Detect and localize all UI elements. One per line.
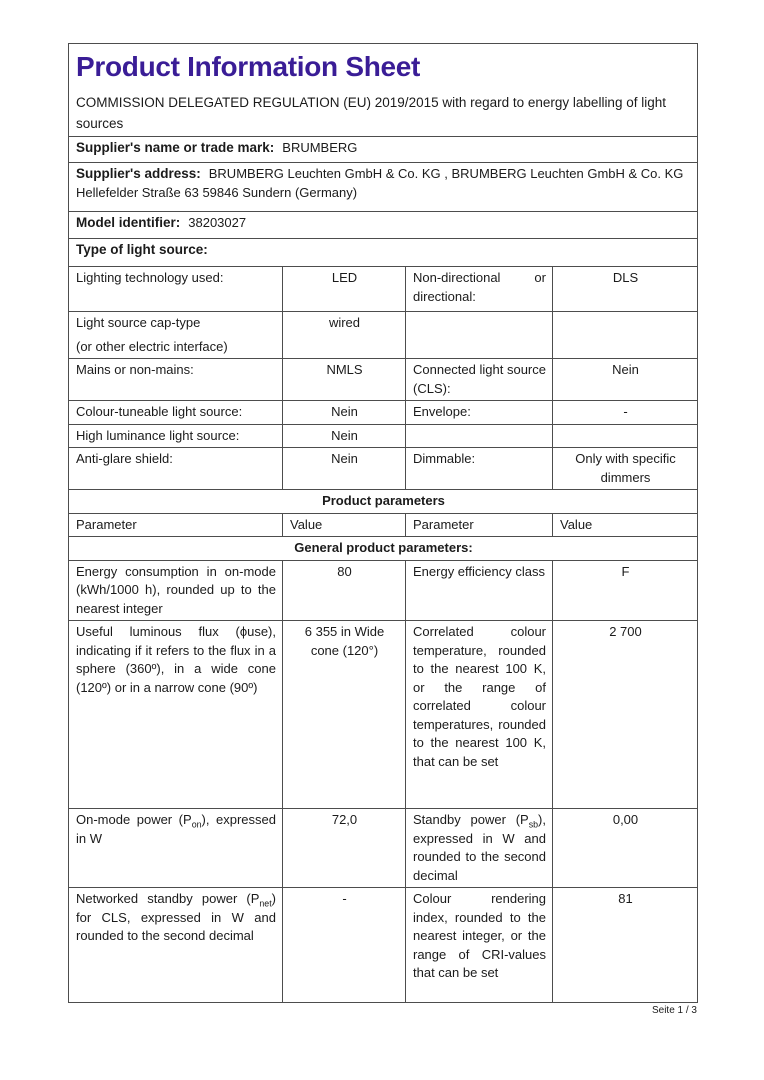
product-parameters-header: Product parameters: [69, 490, 698, 514]
energy-class-label: Energy efficiency class: [406, 560, 553, 621]
empty-cell: [553, 312, 698, 359]
anti-glare-value: Nein: [283, 448, 406, 490]
supplier-address-value: BRUMBERG Leuchten GmbH & Co. KG , BRUMBERG Leuchten GmbH & Co. KG Hellefelder Straße 63 59846 Sundern (Germany): [76, 166, 684, 200]
mains-value: NMLS: [283, 359, 406, 401]
general-product-parameters-header: General product parameters:: [69, 537, 698, 561]
column-header-parameter-2: Parameter: [406, 513, 553, 537]
column-header-value-2: Value: [553, 513, 698, 537]
supplier-address-label: Supplier's address:: [76, 166, 201, 181]
product-info-table: [68, 43, 698, 1003]
net-subscript: net: [259, 898, 272, 909]
supplier-address-row: [69, 163, 698, 212]
page-title: Product Information Sheet: [76, 51, 421, 82]
networked-standby-value: -: [283, 888, 406, 1003]
cct-value: 2 700: [553, 621, 698, 809]
title-block: [69, 44, 698, 137]
dimmable-label: Dimmable:: [406, 448, 553, 490]
supplier-name-row: [69, 137, 698, 163]
cap-type-label-line2: (or other electric interface): [76, 338, 228, 354]
anti-glare-label: Anti-glare shield:: [69, 448, 283, 490]
high-luminance-value: Nein: [283, 424, 406, 448]
page-number: Seite 1 / 3: [651, 1005, 697, 1016]
energy-class-value: F: [553, 560, 698, 621]
cri-label: Colour rendering index, rounded to the nearest integer, or the range of CRI-values that can be set: [406, 888, 553, 1003]
envelope-value: -: [553, 401, 698, 425]
luminous-flux-value: 6 355 in Wide cone (120°): [283, 621, 406, 809]
cls-label: Connected light source (CLS):: [406, 359, 553, 401]
directionality-label: Non-directional or directional:: [406, 267, 553, 312]
cct-label: Correlated colour temperature, rounded to the nearest 100 K, or the range of correlated colour temperatures, rounded to the nearest 100 K, that can be set: [406, 621, 553, 809]
energy-consumption-label: Energy consumption in on-mode (kWh/1000 h), rounded up to the nearest integer: [69, 560, 283, 621]
on-mode-power-label: On-mode power $(P_{on})$, expressed in W: [69, 809, 283, 888]
standby-power-value: 0,00: [553, 809, 698, 888]
networked-standby-label: Networked standby power $(P_{net})$ for CLS, expressed in W and rounded to the second decimal: [69, 888, 283, 1003]
directionality-value: DLS: [553, 267, 698, 312]
cls-value: Nein: [553, 359, 698, 401]
on-mode-power-value: 72,0: [283, 809, 406, 888]
cap-type-label: [69, 312, 283, 359]
cri-value: 81: [553, 888, 698, 1003]
empty-cell: [553, 424, 698, 448]
mains-label: Mains or non-mains:: [69, 359, 283, 401]
type-of-light-source-header-row: [69, 239, 698, 267]
envelope-label: Envelope:: [406, 401, 553, 425]
dimmable-value: Only with specific dimmers: [553, 448, 698, 490]
cap-type-label-line1: Light source cap-type: [76, 315, 201, 330]
supplier-name-value: BRUMBERG: [282, 140, 358, 155]
empty-cell: [406, 312, 553, 359]
sb-subscript: sb: [528, 819, 539, 830]
column-header-parameter-1: Parameter: [69, 513, 283, 537]
high-luminance-label: High luminance light source:: [69, 424, 283, 448]
model-identifier-value: 38203027: [188, 215, 247, 230]
on-subscript: on: [191, 819, 202, 830]
regulation-subtitle: COMMISSION DELEGATED REGULATION (EU) 2019/2015 with regard to energy labelling of light sources: [76, 95, 666, 131]
standby-power-label: Standby power $(P_{sb})$, expressed in W and rounded to the second decimal: [406, 809, 553, 888]
type-of-light-source-header: Type of light source:: [76, 242, 208, 257]
lighting-technology-value: LED: [283, 267, 406, 312]
lighting-technology-label: Lighting technology used:: [69, 267, 283, 312]
energy-consumption-value: 80: [283, 560, 406, 621]
colour-tuneable-label: Colour-tuneable light source:: [69, 401, 283, 425]
empty-cell: [406, 424, 553, 448]
luminous-flux-label: Useful luminous flux (ϕuse), indicating if it refers to the flux in a sphere (360º), in a wide cone (120º) or in a narrow cone (90º): [69, 621, 283, 809]
model-identifier-row: [69, 212, 698, 239]
model-identifier-label: Model identifier:: [76, 215, 181, 230]
cap-type-value: wired: [283, 312, 406, 359]
supplier-name-label: Supplier's name or trade mark:: [76, 140, 275, 155]
colour-tuneable-value: Nein: [283, 401, 406, 425]
column-header-value-1: Value: [283, 513, 406, 537]
